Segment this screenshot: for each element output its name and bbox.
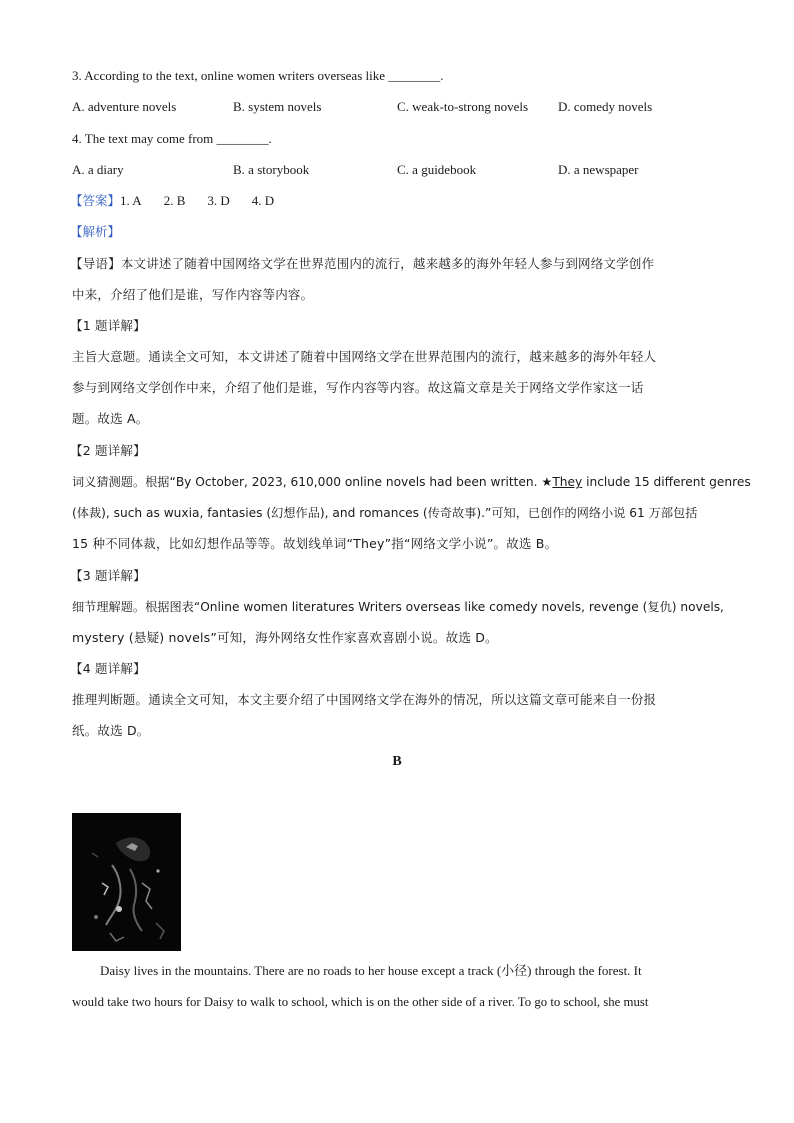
q3-option-d: D. comedy novels <box>558 99 653 114</box>
question-3-stem: 3. According to the text, online women writers overseas like ________. <box>72 68 444 83</box>
detail-2-line-1 <box>72 473 751 491</box>
answer-1: 1. A <box>120 193 142 208</box>
detail-2-line-2: (体裁), such as wuxia, fantasies (幻想作品), and romances (传奇故事).”可知，已创作的网络小说 61 万部包括 <box>72 506 698 520</box>
passage-line-2: would take two hours for Daisy to walk to school, which is on the other side of a river. To go to school, she must <box>72 995 649 1009</box>
guide-line-1 <box>70 255 654 273</box>
detail-3-label: 【3 题详解】 <box>70 568 146 583</box>
detail-2-line-1-a: 词义猜测题。根据“By October, 2023, 610,000 online novels had been written. ★ <box>72 475 553 489</box>
detail-3-line-2: mystery (悬疑) novels”可知，海外网络女性作家喜欢喜剧小说。故选 D。 <box>72 630 498 645</box>
analysis-label-text: 【解析】 <box>70 224 121 239</box>
detail-1-label: 【1 题详解】 <box>70 318 146 333</box>
answer-label: 【答案】 <box>70 193 121 208</box>
guide-line-2: 中来，介绍了他们是谁，写作内容等内容。 <box>72 287 314 302</box>
question-4-stem: 4. The text may come from ________. <box>72 131 272 146</box>
q4-option-a: A. a diary <box>72 162 124 177</box>
detail-3-line-1: 细节理解题。根据图表“Online women literatures Writers overseas like comedy novels, revenge (复仇) novels, <box>72 600 724 614</box>
passage-photo <box>72 813 181 951</box>
detail-2-line-3: 15 种不同体裁，比如幻想作品等等。故划线单词“They”指“网络文学小说”。故选 B。 <box>72 536 558 551</box>
guide-label: 【导语】 <box>70 256 121 271</box>
q3-option-b: B. system novels <box>233 99 322 114</box>
q4-option-b: B. a storybook <box>233 162 310 177</box>
detail-4-line-2: 纸。故选 D。 <box>72 723 150 738</box>
q3-option-c: C. weak-to-strong novels <box>397 99 529 114</box>
answer-line <box>70 192 296 210</box>
guide-text-1: 本文讲述了随着中国网络文学在世界范围内的流行，越来越多的海外年轻人参与到网络文学创作 <box>120 256 655 271</box>
q3-option-a: A. adventure novels <box>72 99 177 114</box>
dark-photo-graphic <box>72 813 181 951</box>
detail-2-line-1-b: include 15 different genres <box>582 475 751 489</box>
section-b-heading: B <box>392 754 402 769</box>
analysis-label <box>70 223 120 241</box>
detail-4-label: 【4 题详解】 <box>70 661 146 676</box>
detail-1-line-3: 题。故选 A。 <box>72 411 149 426</box>
detail-2-label: 【2 题详解】 <box>70 443 146 458</box>
detail-4-line-1: 推理判断题。通读全文可知，本文主要介绍了中国网络文学在海外的情况，所以这篇文章可能来自一份报 <box>72 692 657 707</box>
q4-option-c: C. a guidebook <box>397 162 477 177</box>
q4-option-d: D. a newspaper <box>558 162 639 177</box>
detail-1-line-1: 主旨大意题。通读全文可知，本文讲述了随着中国网络文学在世界范围内的流行，越来越多的海外年轻人 <box>72 349 657 364</box>
answer-3: 3. D <box>207 193 230 208</box>
underlined-word-they: They <box>552 475 583 489</box>
detail-1-line-2: 参与到网络文学创作中来，介绍了他们是谁，写作内容等内容。故这篇文章是关于网络文学作家这一话 <box>72 380 644 395</box>
passage-line-1: Daisy lives in the mountains. There are no roads to her house except a track (小径) through the forest. It <box>100 963 642 978</box>
answer-2: 2. B <box>163 193 186 208</box>
answer-4: 4. D <box>251 193 275 208</box>
